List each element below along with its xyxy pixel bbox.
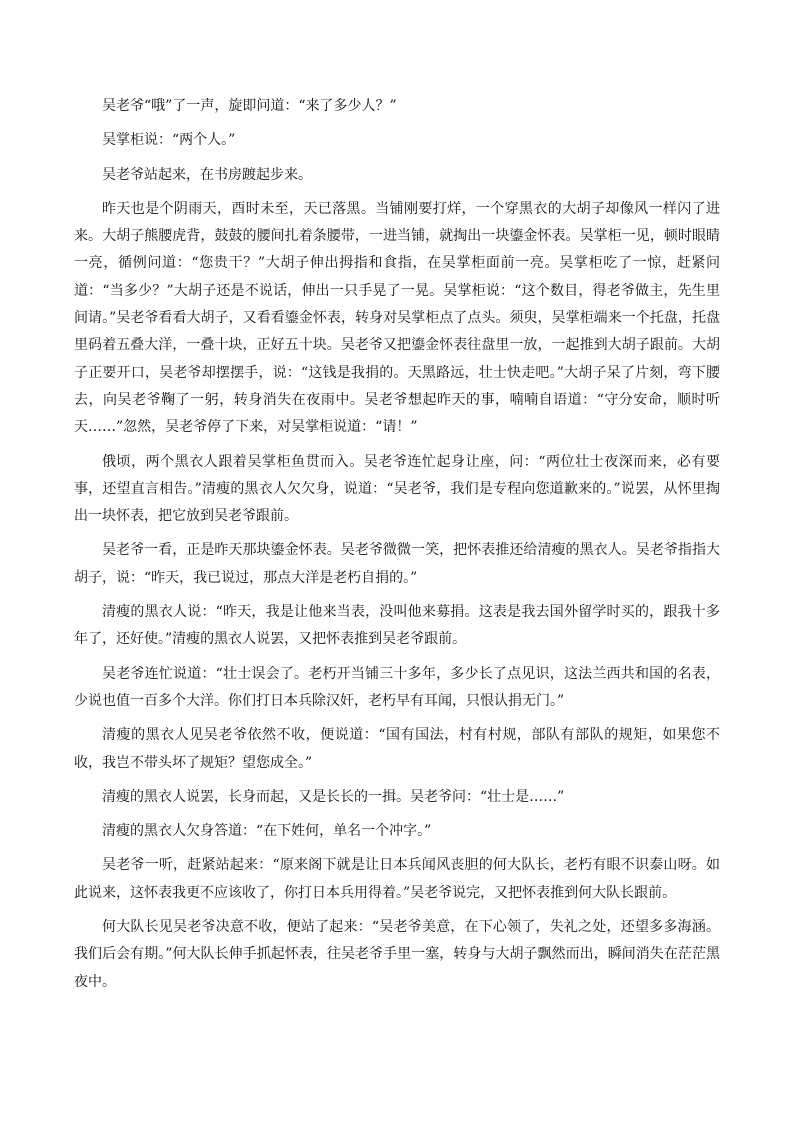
paragraph: 吴老爷“哦”了一声，旋即问道：“来了多少人？”: [102, 98, 397, 114]
paragraph: 清瘦的黑衣人说罢，长身而起，又是长长的一揖。吴老爷问：“壮士是……”: [102, 788, 565, 805]
story-text: [74, 93, 720, 1003]
paragraph: 清瘦的黑衣人见吴老爷依然不收，便说道：“国有国法，村有村规，部队有部队的规矩，如果您不收，我岂不带头坏了规矩？望您成全。”: [74, 727, 720, 771]
paragraph: 清瘦的黑衣人说：“昨天，我是让他来当表，没叫他来募捐。这表是我去国外留学时买的，跟我十多年了，还好使。”清瘦的黑衣人说罢，又把怀表推到吴老爷跟前。: [74, 604, 720, 648]
paragraph: 吴老爷站起来，在书房踱起步来。: [102, 166, 312, 183]
paragraph: 清瘦的黑衣人欠身答道：“在下姓何，单名一个冲字。”: [102, 823, 432, 840]
paragraph: 何大队长见吴老爷决意不收，便站了起来：“吴老爷美意，在下心领了，失礼之处，还望多多海涵。我们后会有期。”何大队长伸手抓起怀表，往吴老爷手里一塞，转身与大胡子飘然而出，瞬间消失在茫茫黑夜中。: [74, 919, 720, 990]
paragraph: 吴掌柜说：“两个人。”: [102, 132, 236, 149]
paragraph: 吴老爷一听，赶紧站起来：“原来阁下就是让日本兵闻风丧胆的何大队长，老朽有眼不识泰山呀。如此说来，这怀表我更不应该收了，你打日本兵用得着。”吴老爷说完，又把怀表推到何大队长跟前。: [74, 857, 720, 901]
paragraph: 吴老爷一看，正是昨天那块鎏金怀表。吴老爷微微一笑，把怀表推还给清瘦的黑衣人。吴老爷指指大胡子，说：“昨天，我已说过，那点大洋是老朽自捐的。”: [74, 542, 720, 586]
paragraph: 吴老爷连忙说道：“壮士误会了。老朽开当铺三十多年，多少长了点见识，这法兰西共和国的名表，少说也值一百多个大洋。你们打日本兵除汉奸，老朽早有耳闻，只恨认捐无门。”: [74, 665, 720, 709]
paragraph: 俄顷，两个黑衣人跟着吴掌柜鱼贯而入。吴老爷连忙起身让座，问：“两位壮士夜深而来，必有要事，还望直言相告。”清瘦的黑衣人欠欠身，说道：“吴老爷，我们是专程向您道歉来的。”说罢，从怀里掏出一块怀表，把它放到吴老爷跟前。: [74, 453, 720, 525]
paragraph: 昨天也是个阴雨天，酉时未至，天已落黑。当铺刚要打烊，一个穿黑衣的大胡子却像风一样闪了进来。大胡子熊腰虎背，鼓鼓的腰间扎着条腰带，一进当铺，就掏出一块鎏金怀表。吴掌柜一见，顿时眼睛一亮，循例问道：“您贵干？”大胡子伸出拇指和食指，在吴掌柜面前一亮。吴掌柜吃了一惊，赶紧问道：“当多少？”大胡子还是不说话，伸出一只手晃了一晃。吴掌柜说：“这个数目，得老爷做主，先生里间请。”吴老爷看看大胡子，又看看鎏金怀表，转身对吴掌柜点了点头。须臾，吴掌柜端来一个托盘，托盘里码着五叠大洋，一叠十块，正好五十块。吴老爷又把鎏金怀表往盘里一放，一起推到大胡子跟前。大胡子正要开口，吴老爷却摆摆手，说：“这钱是我捐的。天黑路远，壮士快走吧。”大胡子呆了片刻，弯下腰去，向吴老爷鞠了一躬，转身消失在夜雨中。吴老爷想起昨天的事，喃喃自语道：“守分安命，顺时听天……”忽然，吴老爷停了下来，对吴掌柜说道：“请！”: [74, 200, 720, 436]
